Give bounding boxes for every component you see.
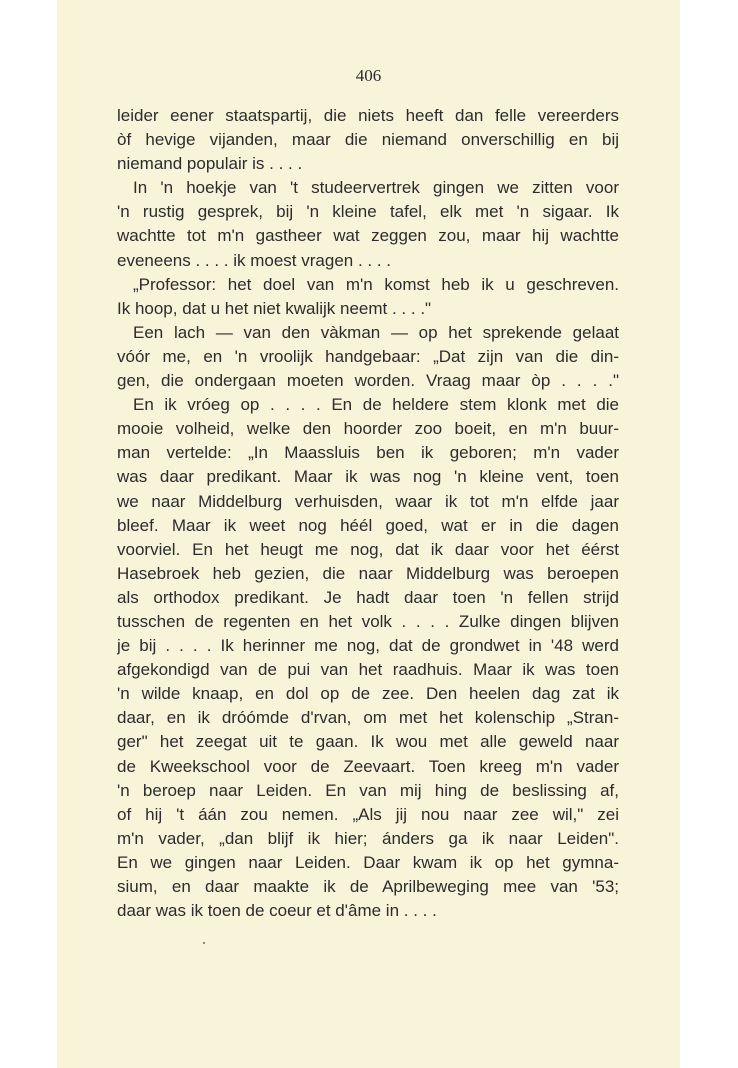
text-line: de Kweekschool voor de Zeevaart. Toen kreeg m'n vader xyxy=(117,756,619,776)
text-line: m'n vader, „dan blijf ik hier; ánders ga ik naar Leiden". xyxy=(117,828,619,848)
text-line: man vertelde: „In Maassluis ben ik geboren; m'n vader xyxy=(117,443,619,463)
text-line: je bij . . . . Ik herinner me nog, dat de grondwet in '48 werd xyxy=(117,636,619,656)
book-page xyxy=(57,0,680,1068)
text-line: niemand populair is . . . . xyxy=(117,154,303,174)
text-line: 'n beroep naar Leiden. En van mij hing de beslissing af, xyxy=(117,780,619,800)
text-line: voorviel. En het heugt me nog, dat ik daar voor het éérst xyxy=(117,539,619,559)
text-line: leider eener staatspartij, die niets heeft dan felle vereerders xyxy=(117,106,619,125)
text-line: 'n rustig gesprek, bij 'n kleine tafel, elk met 'n sigaar. Ik xyxy=(117,202,619,222)
page-number: 406 xyxy=(355,66,382,85)
text-line: Hasebroek heb gezien, die naar Middelburg was beroepen xyxy=(117,563,619,583)
text-line: als orthodox predikant. Je hadt daar toen 'n fellen strijd xyxy=(117,587,619,607)
text-line: Ik hoop, dat u het niet kwalijk neemt . . . ." xyxy=(117,298,432,318)
body-text xyxy=(117,104,619,923)
text-line: bleef. Maar ik weet nog héél goed, wat er in die dagen xyxy=(117,515,619,535)
text-line: eveneens . . . . ik moest vragen . . . . xyxy=(117,250,392,270)
text-line: En we gingen naar Leiden. Daar kwam ik op het gymna- xyxy=(117,852,619,872)
text-line: afgekondigd van de pui van het raadhuis. Maar ik was toen xyxy=(117,660,619,680)
text-line: of hij 't áán zou nemen. „Als jij nou naar zee wil," zei xyxy=(117,804,619,824)
text-line: daar was ik toen de coeur et d'âme in . . . . xyxy=(117,901,437,921)
text-line: òf hevige vijanden, maar die niemand onverschillig en bij xyxy=(117,130,619,150)
text-line: mooie volheid, welke den hoorder zoo boeit, en m'n buur- xyxy=(117,419,619,439)
print-speck xyxy=(203,942,205,944)
text-line: we naar Middelburg verhuisden, waar ik tot m'n elfde jaar xyxy=(117,491,619,511)
text-line: gen, die ondergaan moeten worden. Vraag maar òp . . . ." xyxy=(117,371,619,391)
text-line: wachtte tot m'n gastheer wat zeggen zou, maar hij wachtte xyxy=(117,226,619,246)
text-line: In 'n hoekje van 't studeervertrek gingen we zitten voor xyxy=(133,178,619,198)
text-line: 'n wilde knaap, en dol op de zee. Den heelen dag zat ik xyxy=(117,684,619,704)
text-line: En ik vróeg op . . . . En de heldere stem klonk met die xyxy=(133,395,619,415)
text-line: tusschen de regenten en het volk . . . . Zulke dingen blijven xyxy=(117,611,619,631)
text-line: daar, en ik dróómde d'rvan, om met het kolenschip „Stran- xyxy=(117,708,619,728)
text-line: vóór me, en 'n vroolijk handgebaar: „Dat zijn van die din- xyxy=(117,346,619,366)
text-line: sium, en daar maakte ik de Aprilbeweging mee van '53; xyxy=(117,877,619,896)
text-line: was daar predikant. Maar ik was nog 'n kleine vent, toen xyxy=(117,467,619,487)
text-line: Een lach — van den vàkman — op het sprekende gelaat xyxy=(133,322,619,342)
text-line: ger" het zeegat uit te gaan. Ik wou met alle geweld naar xyxy=(117,732,619,752)
text-line: „Professor: het doel van m'n komst heb ik u geschreven. xyxy=(133,274,619,294)
